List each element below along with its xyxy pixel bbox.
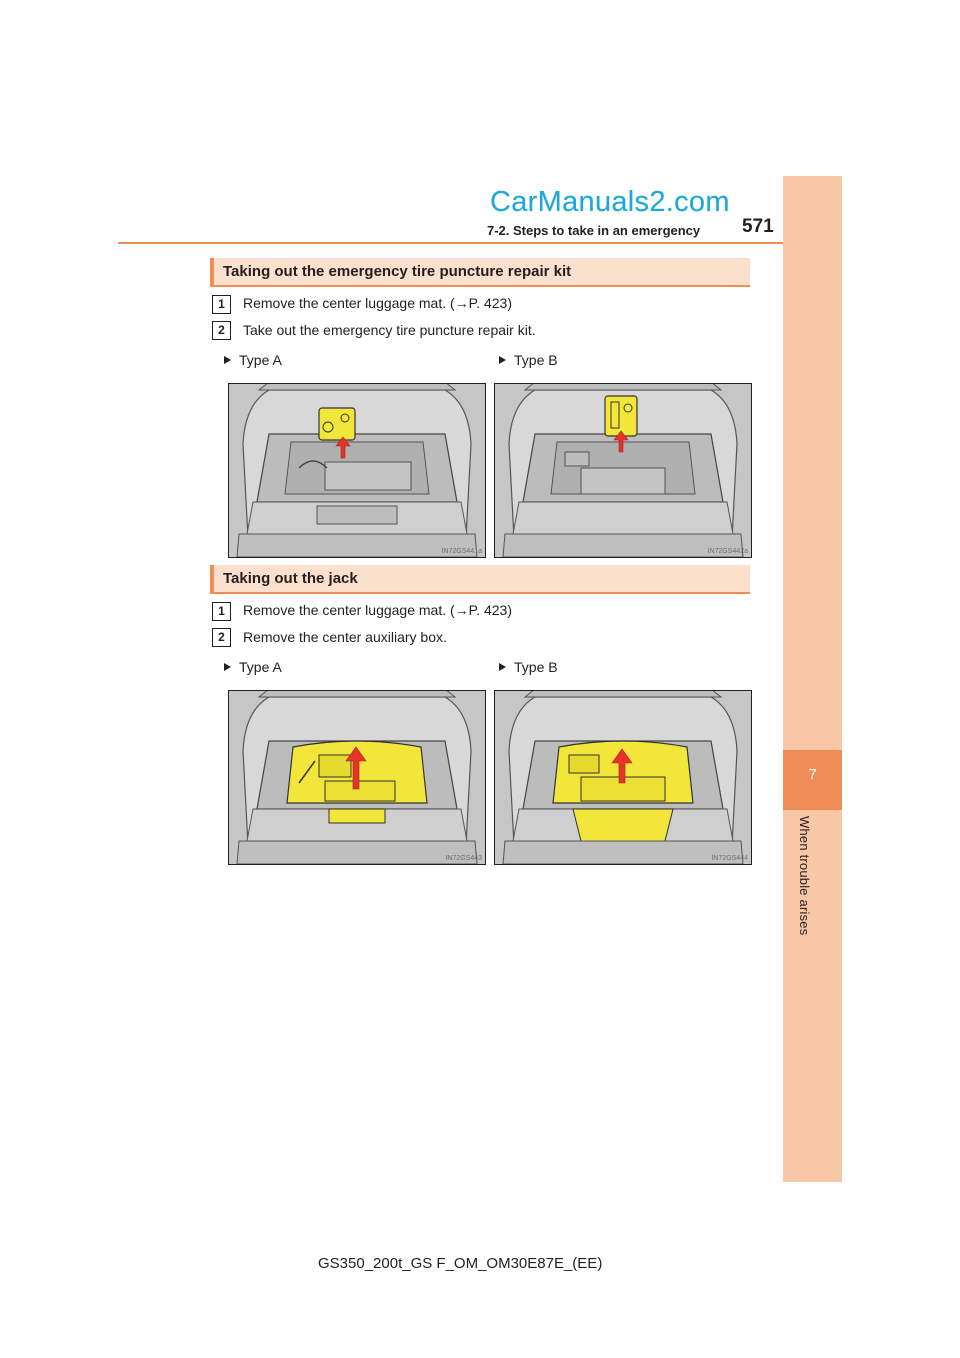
figure-jack-type-b (494, 690, 752, 865)
type-label-text: Type A (239, 659, 282, 675)
figure-repair-kit-type-a (228, 383, 486, 558)
type-label (499, 659, 558, 675)
step-text: Remove the center luggage mat. (→P. 423) (243, 295, 513, 311)
figure-code: IN72GS441a (441, 548, 482, 555)
type-label (224, 659, 282, 675)
section-header-jack (210, 565, 750, 594)
type-label (499, 352, 558, 368)
header-rule (118, 242, 783, 244)
side-tab-band (783, 176, 842, 1182)
figure-code: IN72GS444 (711, 855, 748, 862)
step-number: 2 (212, 321, 231, 340)
type-label-text: Type B (514, 352, 558, 368)
step-number: 1 (212, 602, 231, 621)
triangle-bullet-icon (499, 663, 506, 671)
section-header-repair-kit (210, 258, 750, 287)
triangle-bullet-icon (224, 356, 231, 364)
section-title: Taking out the emergency tire puncture repair kit (223, 263, 572, 280)
section-title: Taking out the jack (223, 570, 358, 587)
triangle-bullet-icon (499, 356, 506, 364)
step-text: Remove the center luggage mat. (→P. 423) (243, 602, 513, 618)
figure-code: IN72GS443 (445, 855, 482, 862)
page-number: 571 (742, 216, 774, 237)
type-label (224, 352, 282, 368)
watermark-logo: CarManuals2.com (490, 186, 730, 218)
section-accent-bar (210, 258, 214, 287)
step-text: Take out the emergency tire puncture repair kit. (243, 322, 536, 338)
figure-repair-kit-type-b (494, 383, 752, 558)
step-text: Remove the center auxiliary box. (243, 629, 447, 645)
document-code: GS350_200t_GS F_OM_OM30E87E_(EE) (318, 1255, 603, 1272)
step-number: 2 (212, 628, 231, 647)
section-accent-bar (210, 565, 214, 594)
triangle-bullet-icon (224, 663, 231, 671)
type-label-text: Type B (514, 659, 558, 675)
step-number: 1 (212, 295, 231, 314)
figure-code: IN72GS442a (707, 548, 748, 555)
type-label-text: Type A (239, 352, 282, 368)
side-tab-chapter-number: 7 (808, 766, 817, 783)
figure-jack-type-a (228, 690, 486, 865)
side-tab-chapter-title: When trouble arises (797, 816, 812, 936)
header-section-title: 7-2. Steps to take in an emergency (487, 223, 701, 238)
